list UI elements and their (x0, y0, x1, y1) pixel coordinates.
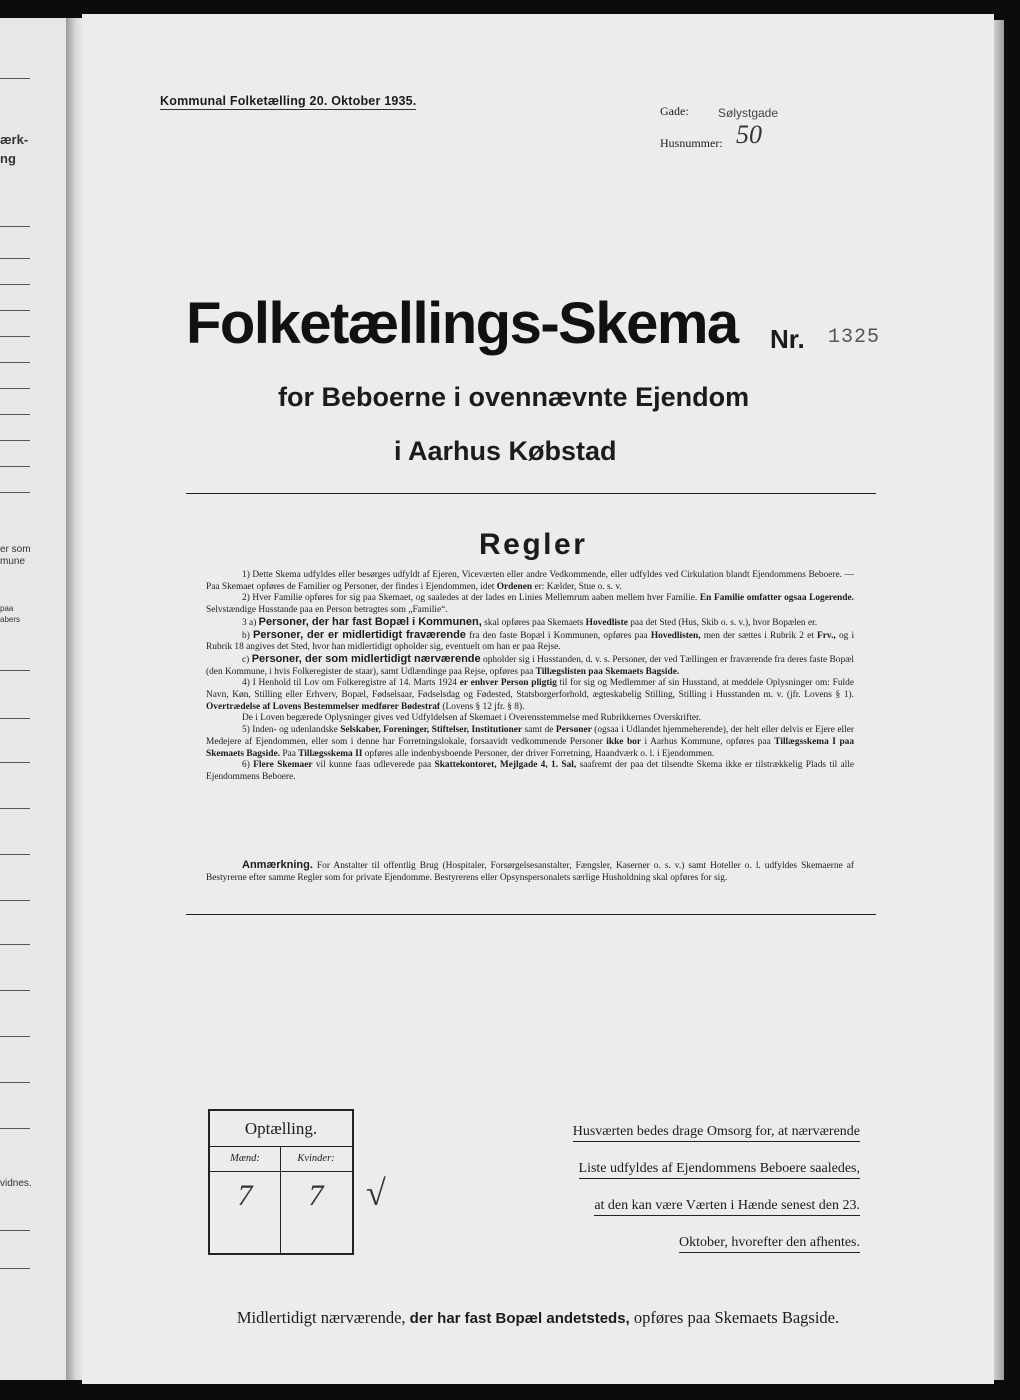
rule-6: 6) Flere Skemaer vil kunne faas udleverede paa Skattekontoret, Mejlgade 4, 1. Sal, saafremt der paa det tilsendte Skema ikke er tilstrækkelig Plads til alle Ejendommens Beboere. (206, 760, 855, 782)
count-box (208, 1109, 354, 1255)
rule-line (0, 258, 30, 259)
rule-line (0, 1128, 30, 1129)
left-fragment: vidnes. (0, 1178, 32, 1189)
form-number-label: Nr. (770, 324, 805, 354)
rule-line (0, 944, 30, 945)
book-gutter (66, 18, 82, 1380)
rule-line (0, 670, 30, 671)
left-fragment: er som (0, 544, 31, 555)
rule-line (0, 310, 30, 311)
rule-line (0, 1268, 30, 1269)
men-label: Mænd: (230, 1153, 260, 1164)
left-page-edge (0, 18, 66, 1380)
rule-line (0, 414, 30, 415)
remark-text (206, 860, 854, 884)
divider-line (186, 914, 876, 915)
left-fragment: ng (0, 151, 16, 166)
rule-3c: c) Personer, der som midlertidigt nærværende opholder sig i Husstanden, d. v. s. Personer, der ved Tællingen er fraværende fra deres faste Bopæl (den Kommune, i hvis Folkeregister de staar), samt Udlændinge paa Rejse, opføres paa Tillægslisten paa Skemaets Bagside. (206, 652, 855, 677)
form-number-value: 1325 (828, 326, 881, 349)
divider-line (186, 493, 876, 494)
rule-3a: 3 a) Personer, der har fast Bopæl i Kommunen, skal opføres paa Skemaets Hovedliste paa det Sted (Hus, Skib o. s. v.), hvor Bopælen er. (242, 615, 818, 628)
rule-line (0, 226, 30, 227)
street-value: Sølystgade (718, 106, 779, 120)
rule-2: 2) Hver Familie opføres for sig paa Skemaet, og saaledes at der lades en Linies Mellemrum aaben mellem hver Familie. En Familie omfatter ogsaa Logerende. Selvstændige Husstande paa en Person betragtes som „Familie“. (206, 593, 854, 616)
house-number-label: Husnummer: (660, 136, 723, 150)
census-form-page (82, 14, 994, 1384)
women-count: 7 (308, 1179, 324, 1212)
rule-1: 1) Dette Skema udfyldes eller besørges udfyldt af Ejeren, Viceværten eller andre Vedkommende, eller udfyldes ved Cirkulation blandt Ejendommens Beboere. — Paa Skemaet opføres de Familier og Personer, der findes i Ejendommen, idet Ordenen er: Kælder, Stue o. s. v. (206, 570, 854, 592)
rule-3b: b) Personer, der er midlertidigt fraværende fra den faste Bopæl i Kommunen, opføres paa Hovedlisten, men der sættes i Rubrik 2 et Frv., og i Rubrik 18 angives det Sted, hvor han midlertidigt opholder sig, eventuelt om han er paa Rejse. (206, 628, 855, 653)
notice-line: Oktober, hvorefter den afhentes. (679, 1234, 860, 1253)
rule-line (0, 854, 30, 855)
rule-line (0, 762, 30, 763)
rule-line (0, 440, 30, 441)
census-heading: Kommunal Folketælling 20. Oktober 1935. (160, 94, 417, 108)
rule-line (0, 284, 30, 285)
women-label: Kvinder: (297, 1153, 335, 1164)
rule-line (0, 362, 30, 363)
rule-line (0, 1082, 30, 1083)
rule-line (0, 78, 30, 79)
rule-line (0, 900, 30, 901)
notice-line: Liste udfyldes af Ejendommens Beboere saaledes, (579, 1160, 860, 1179)
house-number-value: 50 (736, 120, 762, 149)
form-subtitle-city: i Aarhus Købstad (394, 436, 617, 466)
landlord-notice (508, 1114, 860, 1262)
left-fragment: abers (0, 615, 21, 624)
left-fragment: paa (0, 604, 14, 613)
form-title: Folketællings-Skema (186, 291, 738, 356)
count-divider (210, 1146, 352, 1147)
check-mark: √ (366, 1173, 386, 1213)
left-fragment: ærk- (0, 132, 29, 147)
rule-line (0, 1036, 30, 1037)
rule-line (0, 990, 30, 991)
notice-line: at den kan være Værten i Hænde senest den 23. (594, 1197, 860, 1216)
rule-line (0, 718, 30, 719)
remark-body: For Anstalter til offentlig Brug (Hospitaler, Forsørgelsesanstalter, Fængsler, Kaserner o. s. v.) samt Hoteller o. l. udfyldes Skemaerne af Bestyrerne efter samme Regler som for private Ejendomme. Bestyrerens eller Opsynspersonalets særlige Husholdning skal opføres for sig. (206, 861, 855, 883)
form-subtitle: for Beboerne i ovennævnte Ejendom (278, 382, 750, 412)
notice-line: Husværten bedes drage Omsorg for, at nærværende (573, 1123, 860, 1142)
rule-line (0, 1230, 30, 1231)
rule-line (0, 492, 30, 493)
page-edge (994, 20, 1004, 1380)
rule-5: 5) Inden- og udenlandske Selskaber, Foreninger, Stiftelser, Institutioner samt de Personer (ogsaa i Udlandet hjemmeherende), der helt eller delvis er Ejere eller Medejere af Ejendommen, eller som i denne har Forretningslokale, forsaavidt vedkommende Personer ikke bor i Aarhus Kommune, opføres paa Tillægsskema I paa Skemaets Bagside. Paa Tillægsskema II opføres alle indenbysboende Personer, der driver Forretning, Haandværk o. l. i Ejendommen. (206, 725, 855, 759)
remark-heading: Anmærkning. (242, 859, 313, 871)
rule-line (0, 808, 30, 809)
rules-text (206, 570, 854, 784)
street-label: Gade: (660, 104, 689, 118)
rule-4: 4) I Henhold til Lov om Folkeregistre af 14. Marts 1924 er enhver Person pligtig til for sig og Medlemmer af sin Husstand, at meddele Oplysninger om: Fulde Navn, Køn, Stilling eller Erhverv, Bopæl, Fødselsaar, Fødselsdag og Fødested, Statsborgerforhold, ægteskabelig Stilling, Stilling i Husstanden m. v. (jfr. Lovens § 1). Overtrædelse af Lovens Bestemmelser medfører Bødestraf (Lovens § 12 jfr. § 8). (206, 678, 854, 712)
rule-line (0, 388, 30, 389)
men-count: 7 (237, 1179, 253, 1212)
count-title: Optælling. (244, 1119, 318, 1138)
count-header-divider (210, 1171, 352, 1172)
left-fragment: mune (0, 556, 26, 567)
footer-note: Midlertidigt nærværende, der har fast Bopæl andetsteds, opføres paa Skemaets Bagside. (236, 1308, 840, 1327)
rule-4-note: De i Loven begærede Oplysninger gives ved Udfyldelsen af Skemaet i Overensstemmelse med Rubrikkernes Overskrifter. (242, 713, 701, 724)
rule-line (0, 336, 30, 337)
rules-heading: Regler (479, 528, 588, 561)
rule-line (0, 466, 30, 467)
